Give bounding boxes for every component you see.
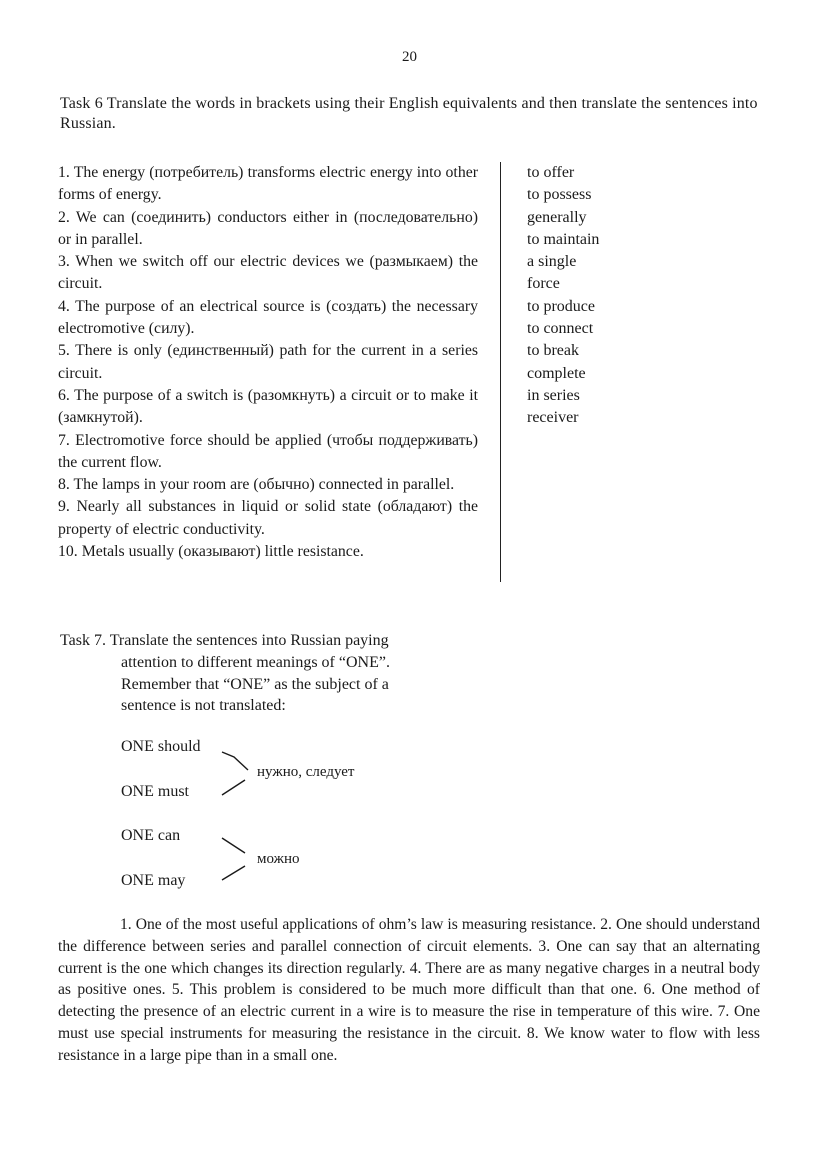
task7-heading-line: Task 7. Translate the sentences into Russian paying	[60, 632, 389, 649]
bracket-line	[222, 752, 248, 770]
word-list-item: to break	[527, 342, 579, 360]
one-should-label: ONE should	[121, 738, 201, 755]
task6-sentence: 3. When we switch off our electric devices we (размыкаем) the circuit.	[58, 253, 478, 293]
task7-heading-line: attention to different meanings of “ONE”.	[121, 653, 390, 671]
word-list-item: complete	[527, 364, 586, 382]
task6-sentence: 1. The energy (потребитель) transforms electric energy into other forms of energy.	[58, 164, 478, 204]
task7-heading-line: Remember that “ONE” as the subject of a	[121, 675, 389, 693]
meaning-necessary-label: нужно, следует	[257, 764, 355, 780]
meaning-possible-label: можно	[257, 851, 300, 867]
word-list-item: to produce	[527, 297, 595, 315]
word-list-item: to maintain	[527, 230, 600, 248]
word-list-item: to possess	[527, 186, 592, 204]
bracket-line	[222, 838, 245, 853]
bracket-line	[222, 780, 245, 795]
word-list-item: receiver	[527, 409, 579, 427]
page-number: 20	[402, 49, 417, 65]
task6-sentence: 4. The purpose of an electrical source is (создать) the necessary electromotive (силу).	[58, 297, 478, 338]
task6-sentence: 5. There is only (единственный) path for the current in a series circuit.	[58, 342, 478, 382]
task6-sentence: 6. The purpose of a switch is (разомкнуть) a circuit or to make it (замкнутой).	[58, 386, 478, 427]
bracket-line	[222, 866, 245, 880]
word-list-item: force	[527, 275, 560, 293]
one-must-label: ONE must	[121, 783, 189, 800]
task7-heading-line: sentence is not translated:	[121, 697, 286, 715]
task7-sentences-paragraph: 1. One of the most useful applications of ohm’s law is measuring resistance. 2. One should understand the difference between series and parallel connection of circuit elements. 3. One can say that an alternating current is the one which changes its direction regularly. 4. There are as many negative charges in a neutral body as positive ones. 5. This problem is considered to be much more difficult than that one. 6. One method of detecting the presence of an electric current in a wire is to measure the rise in temperature of this wire. 7. One must use special instruments for measuring the resistance in the circuit. 8. We know water to flow with less resistance in a large pipe than in a small one.	[58, 916, 760, 1064]
task6-sentence: 9. Nearly all substances in liquid or solid state (обладают) the property of electric conductivity.	[58, 498, 478, 538]
one-can-label: ONE can	[121, 827, 181, 844]
word-list-item: in series	[527, 386, 580, 404]
word-list-item: to offer	[527, 164, 575, 181]
task6-sentence: 10. Metals usually (оказывают) little resistance.	[58, 543, 364, 561]
task6-heading: Task 6 Translate the words in brackets using their English equivalents and then translate the sentences into Russian.	[60, 95, 758, 132]
word-list-item: generally	[527, 208, 587, 226]
one-may-label: ONE may	[121, 872, 186, 889]
word-list-item: to connect	[527, 320, 594, 338]
task6-sentence: 8. The lamps in your room are (обычно) connected in parallel.	[58, 476, 455, 494]
word-list-item: a single	[527, 253, 577, 271]
task6-sentence: 7. Electromotive force should be applied (чтобы поддерживать) the current flow.	[58, 431, 478, 471]
task6-sentence: 2. We can (соединить) conductors either in (последовательно) or in parallel.	[58, 208, 478, 248]
